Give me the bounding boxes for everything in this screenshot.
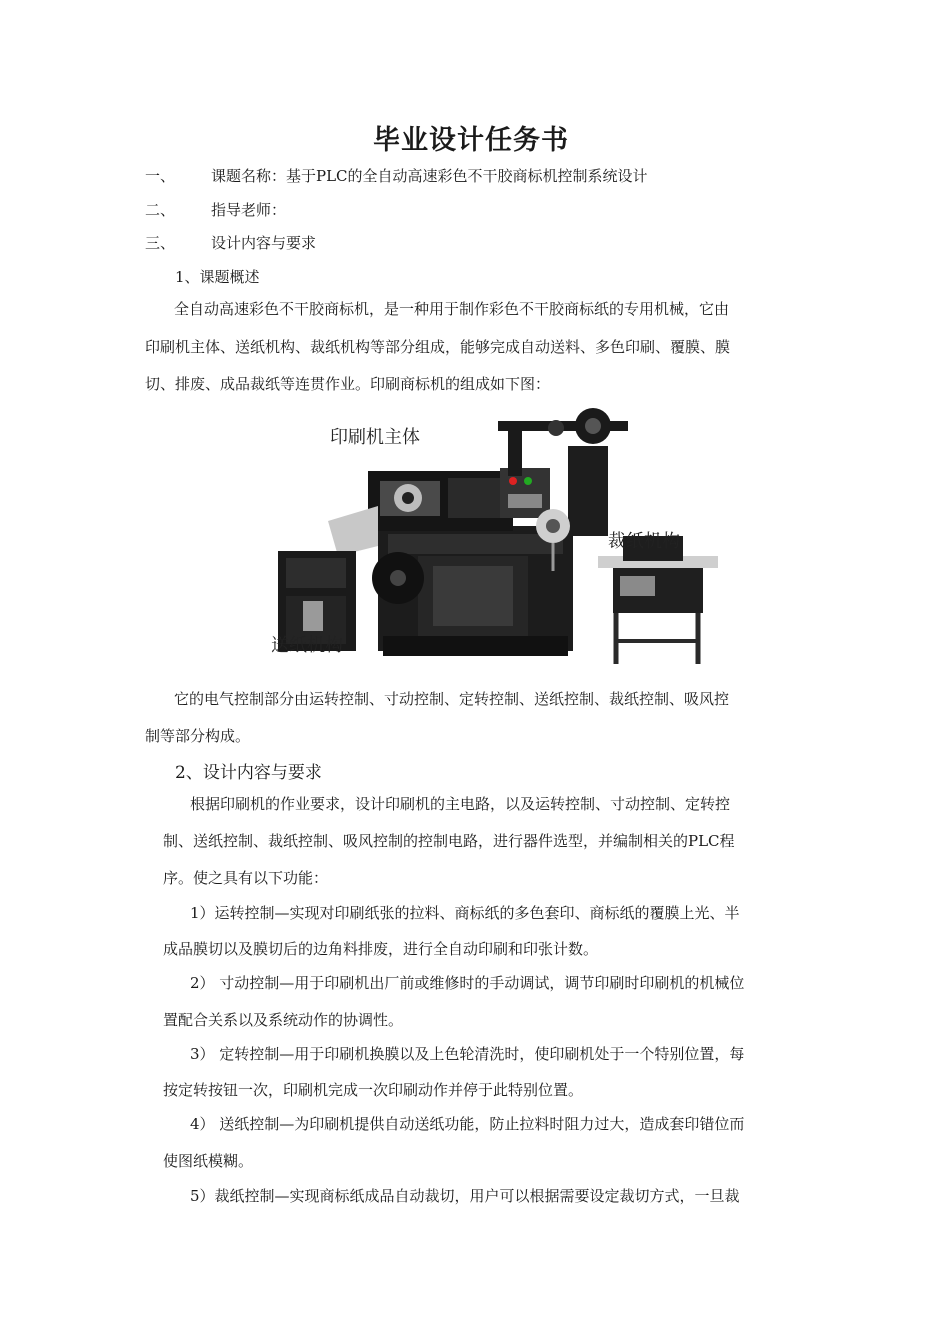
function-line: 按定转按钮一次，印刷机完成一次印刷动作并停于此特别位置。 [163,1081,584,1099]
function-line: 4） 送纸控制—为印刷机提供自动送纸功能，防止拉料时阻力过大，造成套印错位而 [190,1115,745,1133]
section-3-text: 设计内容与要求 [211,234,317,252]
label-cutting-unit: 裁纸机构 [608,531,680,552]
electric-line: 制等部分构成。 [145,727,251,745]
subheading-design: 2、设计内容与要求 [175,763,322,783]
electric-line: 它的电气控制部分由运转控制、寸动控制、定转控制、送纸控制、裁纸控制、吸风控 [174,690,730,708]
machine-illustration [268,406,728,671]
overview-line: 全自动高速彩色不干胶商标机，是一种用于制作彩色不干胶商标纸的专用机械，它由 [174,300,730,318]
overview-line: 印刷机主体、送纸机构、裁纸机构等部分组成，能够完成自动送料、多色印刷、覆膜、膜 [145,338,731,356]
function-line: 2） 寸动控制—用于印刷机出厂前或维修时的手动调试，调节印刷时印刷机的机械位 [190,974,745,992]
label-feeding-unit: 送纸机构 [271,635,343,656]
section-1-text: 课题名称：基于PLC的全自动高速彩色不干胶商标机控制系统设计 [211,167,648,185]
section-3-number: 三、 [145,234,176,252]
function-line: 使图纸模糊。 [163,1152,254,1170]
design-line: 根据印刷机的作业要求，设计印刷机的主电路，以及运转控制、寸动控制、定转控 [190,795,731,813]
design-line: 序。使之具有以下功能： [163,869,329,887]
design-line: 制、送纸控制、裁纸控制、吸风控制的控制电路，进行器件选型，并编制相关的PLC程 [163,832,735,850]
page-title: 毕业设计任务书 [373,125,569,156]
function-line: 成品膜切以及膜切后的边角料排废，进行全自动印刷和印张计数。 [163,940,599,958]
function-line: 3） 定转控制—用于印刷机换膜以及上色轮清洗时，使印刷机处于一个特别位置，每 [190,1045,745,1063]
function-line: 5）裁纸控制—实现商标纸成品自动裁切，用户可以根据需要设定裁切方式，一旦裁 [190,1187,740,1205]
section-1-number: 一、 [145,167,176,185]
section-2-number: 二、 [145,201,176,219]
label-printing-body: 印刷机主体 [330,427,420,448]
overview-line: 切、排废、成品裁纸等连贯作业。印刷商标机的组成如下图： [145,375,551,393]
function-line: 置配合关系以及系统动作的协调性。 [163,1011,404,1029]
section-2-text: 指导老师： [211,201,287,219]
printing-machine-figure [268,406,728,671]
subheading-overview: 1、课题概述 [175,268,260,286]
function-line: 1）运转控制—实现对印刷纸张的拉料、商标纸的多色套印、商标纸的覆膜上光、半 [190,904,740,922]
